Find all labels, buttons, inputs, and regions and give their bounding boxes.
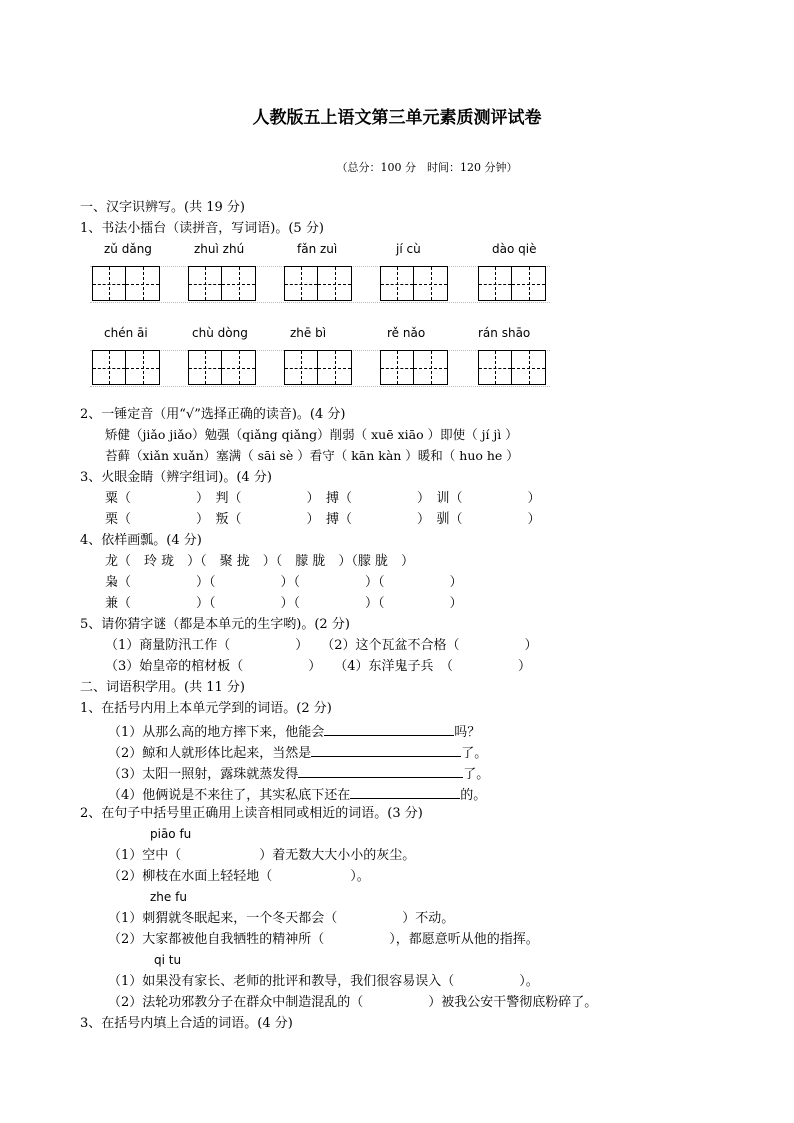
pinyin-1: zǔ dǎng	[104, 242, 152, 256]
writing-box[interactable]	[92, 266, 160, 301]
q2-label: 2、一锤定音（用“√”选择正确的读音)。(4 分)	[80, 407, 346, 422]
q3-line-1: 粟（ ） 判（ ） 搏（ ） 训（ ）	[105, 491, 541, 506]
q3-label: 3、火眼金睛（辨字组词)。(4 分)	[80, 470, 272, 485]
writing-box[interactable]	[188, 350, 256, 385]
pinyin-2: zhuì zhú	[194, 242, 245, 256]
q2-line-1: 矫健（jiǎo jiǎo）勉强（qiǎng qiǎng）削弱（ xuē xiāo ）即使（ jí jì ）	[105, 427, 518, 442]
s2-q2-pinyin-1: piāo fu	[150, 827, 192, 841]
s2-q2-g2-2: （2）大家都被他自我牺牲的精神所（ ），都愿意听从他的指挥。	[108, 932, 539, 947]
pinyin-4: jí cù	[396, 242, 421, 256]
pinyin-10: rán shāo	[478, 326, 531, 340]
s2-q2-pinyin-2: zhe fu	[150, 890, 187, 904]
writing-grid-row-1	[0, 266, 794, 302]
s2-q2-g1-2: （2）柳枝在水面上轻轻地（ ）。	[108, 869, 370, 884]
exam-info: （总分：100 分 时间：120 分钟）	[336, 161, 518, 174]
writing-box[interactable]	[284, 350, 352, 385]
s2-q1-item-1: （1）从那么高的地方摔下来，他能会 吗？	[108, 725, 481, 740]
writing-box[interactable]	[92, 350, 160, 385]
s2-q2-g3-2: （2）法轮功邪教分子在群众中制造混乱的（ ）被我公安干警彻底粉碎了。	[108, 995, 598, 1010]
s2-q1-label: 1、在括号内用上本单元学到的词语。(2 分)	[80, 701, 332, 716]
s2-q1-item-2: （2）鲸和人就形体比起来，当然是 了。	[108, 746, 488, 761]
section2-heading: 二、词语积学用。(共 11 分)	[80, 680, 245, 695]
pinyin-3: fǎn zuì	[297, 242, 338, 256]
q1-label: 1、书法小擂台（读拼音，写词语)。(5 分)	[80, 221, 324, 236]
writing-box[interactable]	[284, 266, 352, 301]
s2-q2-label: 2、在句子中括号里正确用上读音相同或相近的词语。(3 分)	[80, 806, 423, 821]
q5-label: 5、请你猜字谜（都是本单元的生字哟)。(2 分)	[80, 617, 350, 632]
q4-label: 4、依样画瓢。(4 分)	[80, 533, 202, 548]
s2-q2-g1-1: （1）空中（ ）着无数大大小小的灰尘。	[108, 848, 416, 863]
q4-line-1: 龙（ 玲 珑 ）（ 聚 拢 ）（ 朦 胧 ）（朦 胧 ）	[105, 554, 415, 569]
s2-q2-g2-1: （1）刺猬就冬眠起来，一个冬天都会（ ）不动。	[108, 911, 455, 926]
q4-line-2: 枭（ ）（ ）（ ）（ ）	[105, 575, 463, 590]
answer-blank[interactable]	[311, 744, 461, 757]
s2-q3-label: 3、在括号内填上合适的词语。(4 分)	[80, 1016, 293, 1031]
pinyin-8: zhē bì	[290, 326, 327, 340]
pinyin-7: chù dòng	[192, 326, 248, 340]
page-title: 人教版五上语文第三单元素质测评试卷	[252, 108, 542, 128]
section1-heading: 一、汉字识辨写。(共 19 分)	[80, 200, 245, 215]
writing-box[interactable]	[478, 266, 546, 301]
s2-q2-pinyin-3: qi tu	[154, 953, 182, 967]
pinyin-6: chén āi	[104, 326, 148, 340]
writing-box[interactable]	[188, 266, 256, 301]
answer-blank[interactable]	[350, 786, 460, 799]
writing-box[interactable]	[478, 350, 546, 385]
s2-q1-item-3: （3）太阳一照射，露珠就蒸发得 了。	[108, 767, 490, 782]
answer-blank[interactable]	[298, 765, 463, 778]
q2-line-2: 苔藓（xiǎn xuǎn）塞满（ sāi sè ）看守（ kān kàn ）暖和（ huo he ）	[105, 448, 519, 463]
writing-box[interactable]	[380, 350, 448, 385]
writing-grid-row-2	[0, 350, 794, 386]
pinyin-5: dào qiè	[492, 242, 537, 256]
q5-line-2: （3）始皇帝的棺材板（ ） （4）东洋鬼子兵 （ ）	[105, 659, 532, 674]
q4-line-3: 兼（ ）（ ）（ ）（ ）	[105, 596, 463, 611]
q3-line-2: 栗（ ） 叛（ ） 搏（ ） 驯（ ）	[105, 512, 541, 527]
answer-blank[interactable]	[324, 723, 454, 736]
writing-box[interactable]	[380, 266, 448, 301]
q5-line-1: （1）商量防汛工作（ ） （2）这个瓦盆不合格（ ）	[105, 638, 538, 653]
pinyin-9: rě nǎo	[387, 326, 426, 340]
s2-q2-g3-1: （1）如果没有家长、老师的批评和教导，我们很容易误入（ ）。	[108, 974, 539, 989]
s2-q1-item-4: （4）他俩说是不来往了，其实私底下还在 的。	[108, 788, 487, 803]
